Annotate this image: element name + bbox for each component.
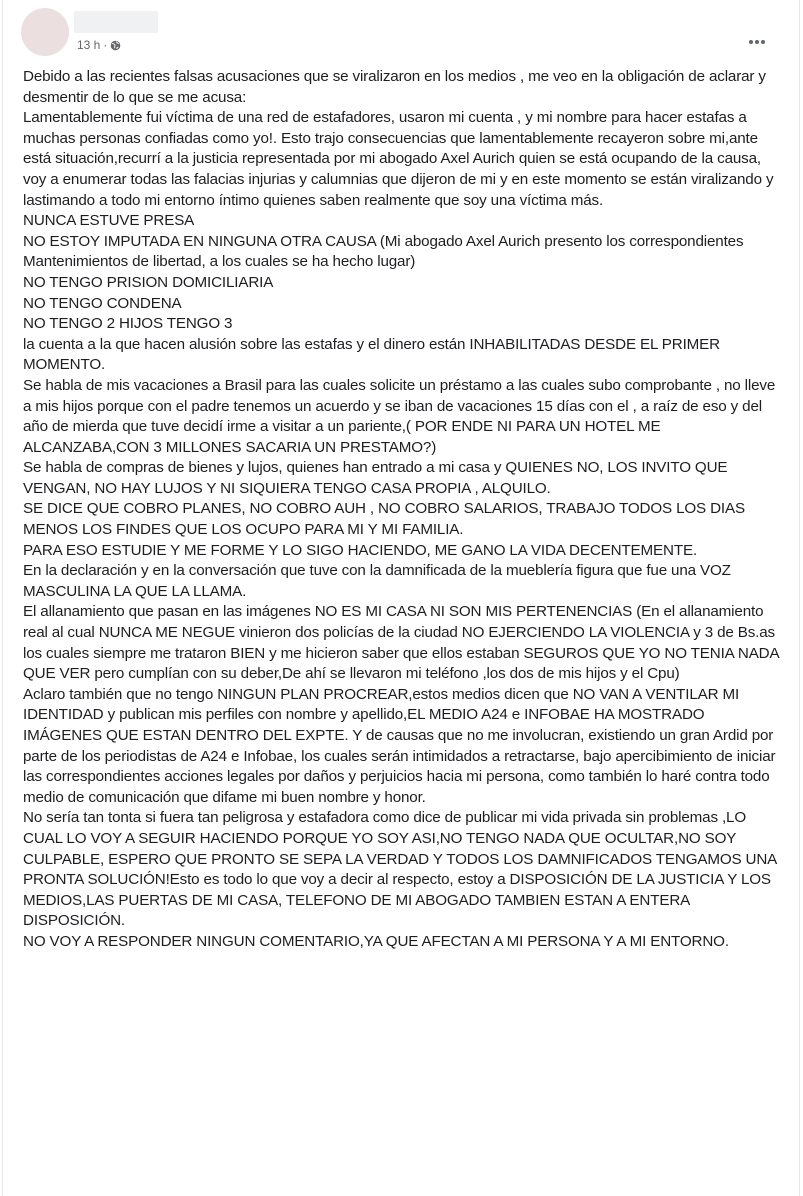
post-paragraph: Aclaro también que no tengo NINGUN PLAN PROCREAR,estos medios dicen que NO VAN A VENTILAR MI IDENTIDAD y publican mis perfiles con nombre y apellido,EL MEDIO A24 e INFOBAE HA MOSTRADO IMÁGENES QUE ESTAN DENTRO DEL EXPTE. Y de causas que no me involucran, existiendo un gran Ardid por parte de los periodistas de A24 e Infobae, los cuales serán intimidados a retractarse, bajo apercibimiento de iniciar las correspondientes acciones legales por daños y perjuicios hacia mi persona, como también lo haré contra todo medio de comunicación que difame mi buen nombre y honor. <box>23 685 776 806</box>
post-paragraph: Debido a las recientes falsas acusaciones que se viralizaron en los medios , me veo en la obligación de aclarar y desmentir de lo que se me acusa: <box>23 68 766 106</box>
post-paragraph: NUNCA ESTUVE PRESA <box>23 212 195 230</box>
post-meta <box>77 38 121 52</box>
post-paragraph: Se habla de mis vacaciones a Brasil para las cuales solicite un préstamo a las cuales subo comprobante , no lleve a mis hijos porque con el padre tenemos un acuerdo y se iban de vacaciones 15 días con el , a raíz de eso y del año de mierda que tuve decidí irme a visitar a un pariente,( POR ENDE NI PARA UN HOTEL ME ALCANZABA,CON 3 MILLONES SACARIA UN PRESTAMO?) <box>23 376 776 456</box>
post-paragraph: No sería tan tonta si fuera tan peligrosa y estafadora como dice de publicar mi vida privada sin problemas ,LO CUAL LO VOY A SEGUIR HACIENDO PORQUE YO SOY ASI,NO TENGO NADA QUE OCULTAR,NO SOY CULPABLE, ESPERO QUE PRONTO SE SEPA LA VERDAD Y TODOS LOS DAMNIFICADOS TENGAMOS UNA PRONTA SOLUCIÓN!Esto es todo lo que voy a decir al respecto, estoy a DISPOSICIÓN DE LA JUSTICIA Y LOS MEDIOS,LAS PUERTAS DE MI CASA, TELEFONO DE MI ABOGADO TAMBIEN ESTAN A ENTERA DISPOSICIÓN. <box>23 809 777 930</box>
post-header <box>21 8 781 60</box>
post-paragraph: NO TENGO PRISION DOMICILIARIA <box>23 273 274 291</box>
ellipsis-dot <box>761 40 765 44</box>
more-options-button[interactable] <box>739 24 775 60</box>
avatar[interactable] <box>21 8 69 56</box>
timestamp[interactable]: 13 h <box>77 38 101 52</box>
author-name-redacted[interactable] <box>74 11 158 33</box>
ellipsis-icon <box>749 40 753 44</box>
post-paragraph: En la declaración y en la conversación que tuve con la damnificada de la mueblería figura que fue una VOZ MASCULINA LA QUE LA LLAMA. <box>23 562 731 600</box>
post-body <box>23 67 783 953</box>
post-paragraph: SE DICE QUE COBRO PLANES, NO COBRO AUH , NO COBRO SALARIOS, TRABAJO TODOS LOS DIAS MENOS LOS FINDES QUE LOS OCUPO PARA MI Y MI FAMILIA. <box>23 500 745 539</box>
post-paragraph: PARA ESO ESTUDIE Y ME FORME Y LO SIGO HACIENDO, ME GANO LA VIDA DECENTEMENTE. <box>23 541 698 559</box>
post-paragraph: NO TENGO 2 HIJOS TENGO 3 <box>23 315 233 333</box>
globe-icon[interactable] <box>110 40 121 51</box>
post-card <box>2 0 800 1196</box>
ellipsis-dot <box>755 40 759 44</box>
post-paragraph: El allanamiento que pasan en las imágenes NO ES MI CASA NI SON MIS PERTENENCIAS (En el allanamiento real al cual NUNCA ME NEGUE vinieron dos policías de la ciudad NO EJERCIENDO LA VIOLENCIA y 3 de Bs.as los cuales siempre me trataron BIEN y me hicieron saber que ellos estaban SEGUROS QUE YO NO TENIA NADA QUE VER pero cumplían con su deber,De ahí se llevaron mi teléfono ,los dos de mis hijos y el Cpu) <box>23 603 779 683</box>
post-paragraph: Lamentablemente fui víctima de una red de estafadores, usaron mi cuenta , y mi nombre para hacer estafas a muchas personas confiadas como yo!. Esto trajo consecuencias que lamentablemente recayeron sobre mi,ante está situación,recurrí a la justicia representada por mi abogado Axel Aurich quien se está ocupando de la causa, voy a enumerar todas las falacias injurias y calumnias que dijeron de mi y en este momento se están viralizando y lastimando a todo mi entorno íntimo quienes saben realmente que soy una víctima más. <box>23 109 774 209</box>
post-paragraph: NO VOY A RESPONDER NINGUN COMENTARIO,YA QUE AFECTAN A MI PERSONA Y A MI ENTORNO. <box>23 932 729 950</box>
post-paragraph: NO ESTOY IMPUTADA EN NINGUNA OTRA CAUSA (Mi abogado Axel Aurich presento los correspondientes Mantenimientos de libertad, a los cuales se ha hecho lugar) <box>23 232 744 271</box>
post-paragraph: la cuenta a la que hacen alusión sobre las estafas y el dinero están INHABILITADAS DESDE EL PRIMER MOMENTO. <box>23 335 720 374</box>
post-paragraph: Se habla de compras de bienes y lujos, quienes han entrado a mi casa y QUIENES NO, LOS INVITO QUE VENGAN, NO HAY LUJOS Y NI SIQUIERA TENGO CASA PROPIA , ALQUILO. <box>23 459 728 497</box>
meta-separator: · <box>103 38 108 52</box>
post-paragraph: NO TENGO CONDENA <box>23 294 182 312</box>
